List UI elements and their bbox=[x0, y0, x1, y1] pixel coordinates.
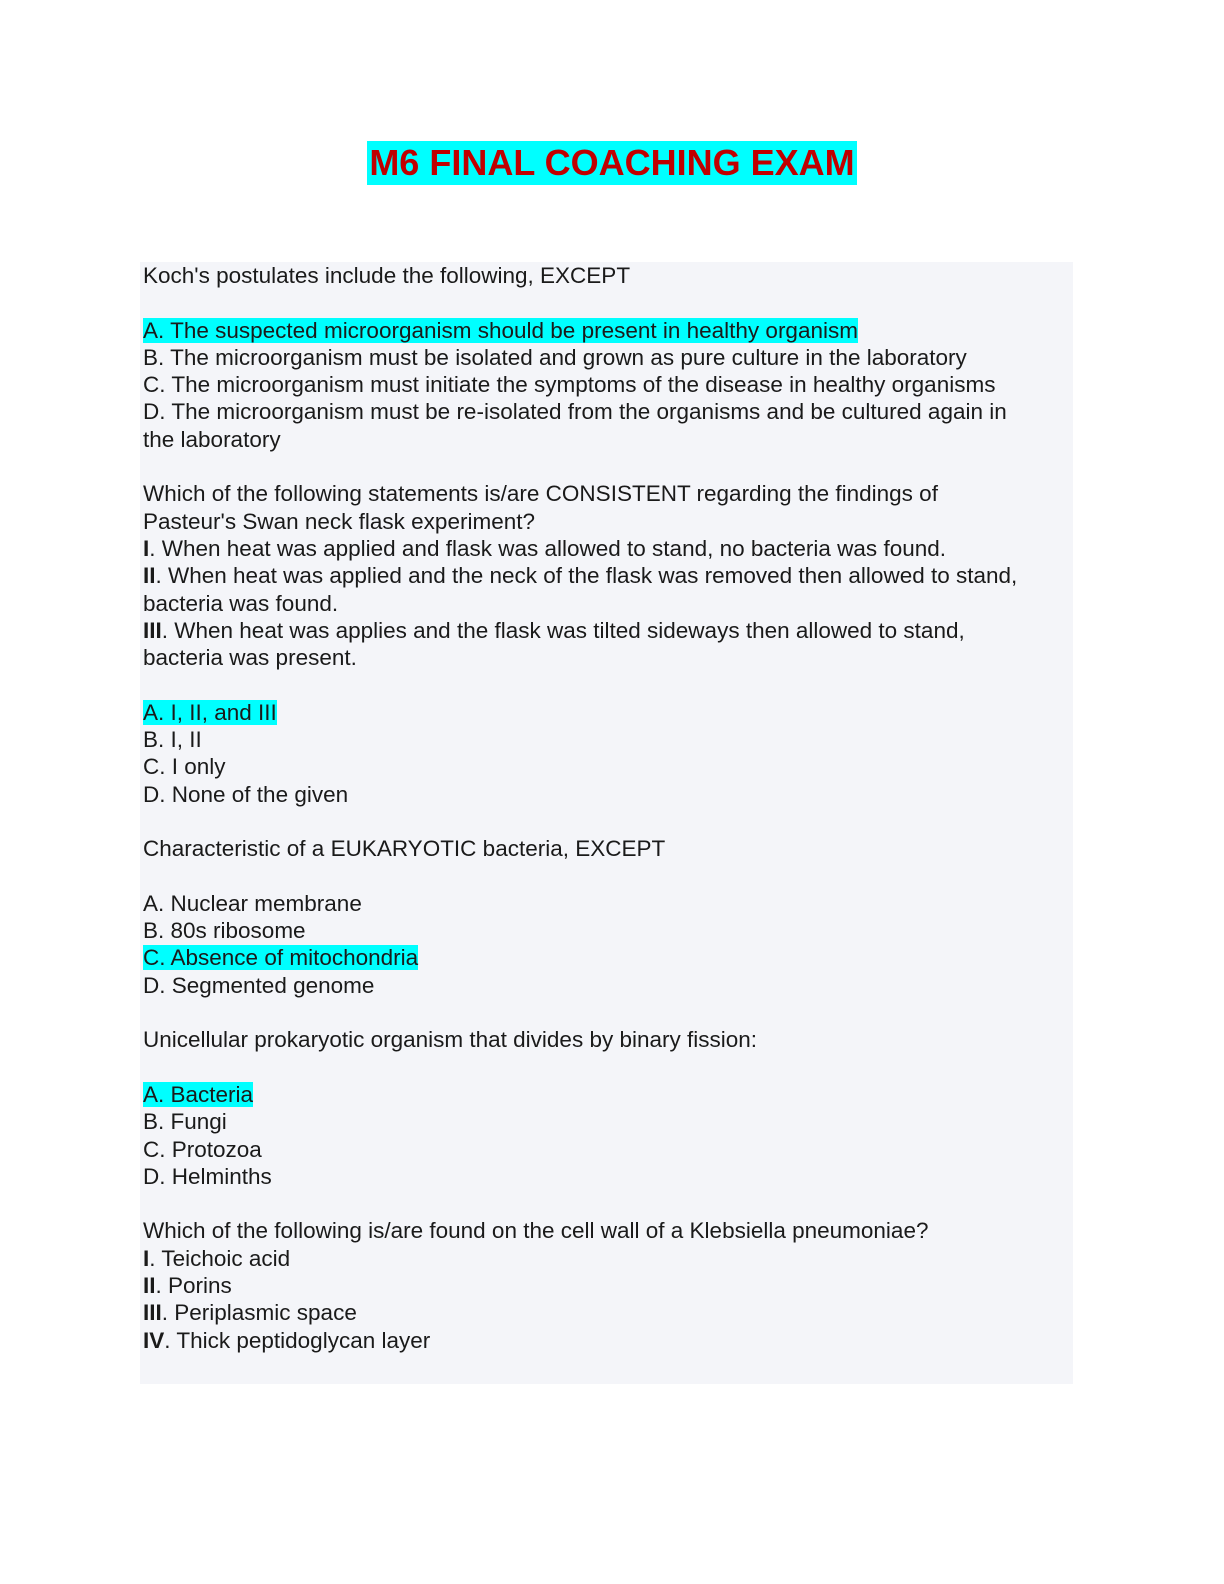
statement-text: . When heat was applies and the flask was tilted sideways then allowed to stand, bbox=[161, 617, 965, 643]
question-stem-continued: Pasteur's Swan neck flask experiment? bbox=[143, 508, 535, 534]
statement-text: . Porins bbox=[155, 1272, 232, 1298]
question-stem: Koch's postulates include the following, EXCEPT bbox=[143, 263, 631, 288]
statement-number: II bbox=[143, 563, 156, 589]
answer-option-d: D. None of the given bbox=[143, 781, 349, 807]
highlighted-answer: C. Absence of mitochondria bbox=[143, 945, 419, 971]
statement-text: . Periplasmic space bbox=[161, 1300, 357, 1326]
title-wrapper bbox=[0, 141, 1224, 185]
statement-text: . When heat was applied and the neck of the flask was removed then allowed to stand, bbox=[155, 563, 1018, 589]
answer-option-d-continued: the laboratory bbox=[143, 426, 281, 452]
statement-number: III bbox=[143, 617, 162, 643]
answer-option-c: C. Protozoa bbox=[143, 1136, 262, 1162]
statement-3 bbox=[143, 617, 1068, 644]
answer-option-b: B. Fungi bbox=[143, 1109, 227, 1135]
question-stem: Which of the following statements is/are CONSISTENT regarding the findings of bbox=[143, 481, 938, 507]
statement-number: III bbox=[143, 1300, 162, 1326]
statement-3-continued: bacteria was present. bbox=[143, 645, 357, 671]
statement-text: . When heat was applied and flask was allowed to stand, no bacteria was found. bbox=[149, 535, 946, 561]
question-1 bbox=[143, 262, 1068, 453]
spacer bbox=[143, 1190, 1068, 1217]
spacer bbox=[143, 1054, 1068, 1081]
statement-1 bbox=[143, 1245, 1068, 1272]
statement-2 bbox=[143, 562, 1068, 589]
answer-option-d: D. Segmented genome bbox=[143, 972, 375, 998]
question-2 bbox=[143, 480, 1068, 808]
answer-option-b: B. I, II bbox=[143, 727, 202, 753]
statement-number: I bbox=[143, 535, 150, 561]
statement-1 bbox=[143, 535, 1068, 562]
answer-option-c bbox=[143, 944, 1068, 971]
page-title: M6 FINAL COACHING EXAM bbox=[369, 142, 855, 183]
exam-content bbox=[143, 262, 1068, 1354]
answer-option-a: A. Nuclear membrane bbox=[143, 890, 362, 916]
spacer bbox=[143, 999, 1068, 1026]
spacer bbox=[143, 808, 1068, 835]
question-5 bbox=[143, 1217, 1068, 1353]
statement-2 bbox=[143, 1272, 1068, 1299]
question-stem: Characteristic of a EUKARYOTIC bacteria, EXCEPT bbox=[143, 836, 666, 862]
highlighted-answer: A. Bacteria bbox=[143, 1081, 254, 1107]
question-stem: Which of the following is/are found on the cell wall of a Klebsiella pneumoniae? bbox=[143, 1218, 929, 1244]
statement-3 bbox=[143, 1299, 1068, 1326]
spacer bbox=[143, 453, 1068, 480]
question-4 bbox=[143, 1026, 1068, 1190]
statement-4 bbox=[143, 1327, 1068, 1354]
statement-2-continued: bacteria was found. bbox=[143, 590, 339, 616]
statement-number: I bbox=[143, 1245, 150, 1271]
answer-option-a bbox=[143, 1081, 1068, 1108]
statement-text: . Thick peptidoglycan layer bbox=[164, 1327, 431, 1353]
question-stem: Unicellular prokaryotic organism that divides by binary fission: bbox=[143, 1027, 758, 1053]
answer-option-d: D. Helminths bbox=[143, 1163, 272, 1189]
spacer bbox=[143, 863, 1068, 890]
statement-text: . Teichoic acid bbox=[149, 1245, 291, 1271]
question-3 bbox=[143, 835, 1068, 999]
statement-number: IV bbox=[143, 1327, 165, 1353]
answer-option-a bbox=[143, 317, 1068, 344]
answer-option-b: B. The microorganism must be isolated and grown as pure culture in the laboratory bbox=[143, 344, 967, 370]
highlighted-answer: A. I, II, and III bbox=[143, 699, 277, 725]
answer-option-c: C. The microorganism must initiate the symptoms of the disease in healthy organisms bbox=[143, 372, 996, 398]
answer-option-c: C. I only bbox=[143, 754, 226, 780]
answer-option-a bbox=[143, 699, 1068, 726]
spacer bbox=[143, 671, 1068, 698]
answer-option-d: D. The microorganism must be re-isolated from the organisms and be cultured again in bbox=[143, 399, 1007, 425]
answer-option-b: B. 80s ribosome bbox=[143, 918, 306, 944]
highlighted-answer: A. The suspected microorganism should be present in healthy organism bbox=[143, 317, 858, 343]
spacer bbox=[143, 289, 1068, 316]
statement-number: II bbox=[143, 1272, 156, 1298]
